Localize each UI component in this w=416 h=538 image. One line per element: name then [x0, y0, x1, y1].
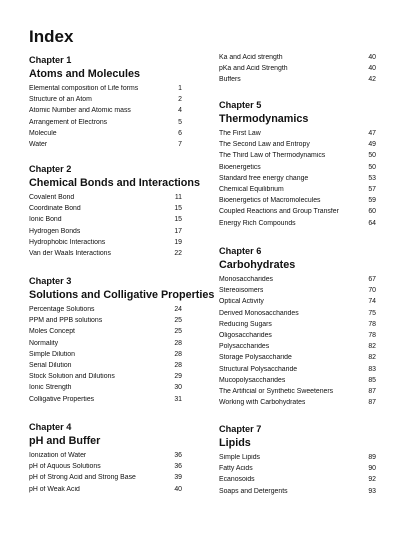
chapter-section	[29, 163, 200, 261]
entry-title: Covalent Bond	[29, 194, 75, 201]
index-entry	[29, 317, 182, 328]
entry-page: 2	[178, 96, 182, 104]
entry-page: 1	[178, 85, 182, 92]
entry-title: Hydrogen Bonds	[29, 227, 81, 235]
entry-title: Stereoisomers	[219, 287, 264, 295]
entry-title: Ecanosoids	[219, 476, 255, 484]
entry-page: 24	[174, 306, 182, 313]
entry-title: Optical Activity	[219, 298, 264, 306]
entry-page: 92	[368, 476, 376, 484]
entry-page: 85	[368, 376, 376, 384]
chapter-section	[219, 245, 376, 410]
chapter-section	[29, 421, 182, 497]
entry-title: Normality	[29, 339, 59, 347]
entry-page: 29	[174, 373, 182, 381]
entry-title: pH of Weak Acid	[29, 485, 80, 493]
index-entry	[219, 399, 376, 410]
page-title: Index	[29, 27, 74, 46]
entry-title: Buffers	[219, 76, 241, 84]
entry-page: 11	[174, 194, 182, 201]
entry-title: Water	[29, 140, 48, 148]
entry-page: 90	[368, 465, 376, 473]
entry-title: Reducing Sugars	[219, 320, 272, 328]
entry-page: 15	[174, 205, 182, 213]
entry-title: Moles Concept	[29, 328, 75, 336]
entry-page: 59	[368, 197, 376, 205]
entry-page: 4	[178, 107, 182, 115]
entry-page: 36	[174, 463, 182, 471]
entry-title: Ionization of Water	[29, 452, 87, 459]
index-entry	[219, 298, 376, 309]
index-entry	[219, 343, 376, 354]
entry-page: 30	[174, 384, 182, 392]
index-entry	[219, 377, 376, 388]
chapter-label: Chapter 5	[219, 100, 262, 110]
index-entry	[219, 186, 376, 197]
entry-title: Fatty Acids	[219, 465, 253, 473]
entry-title: Hydrophobic Interactions	[29, 238, 106, 246]
entry-page: 7	[178, 140, 182, 148]
index-entry	[219, 465, 376, 476]
entry-title: Atomic Number and Atomic mass	[29, 107, 131, 115]
entry-title: pH of Aquous Solutions	[29, 463, 101, 471]
entry-title: The First Law	[219, 130, 261, 137]
entry-title: Soaps and Detergents	[219, 487, 288, 495]
chapter-title: Carbohydrates	[219, 259, 296, 271]
chapter-title: Thermodynamics	[219, 113, 309, 125]
entry-title: Coordinate Bond	[29, 205, 81, 213]
entry-title: Simple Dilution	[29, 350, 75, 358]
entry-page: 19	[174, 238, 182, 246]
entry-title: Standard free energy change	[219, 174, 309, 182]
entry-title: The Second Law and Entropy	[219, 141, 310, 149]
entry-page: 57	[368, 185, 376, 193]
entry-title: Serial Dilution	[29, 361, 72, 369]
entry-title: Simple Lipids	[219, 454, 260, 461]
index-entry	[219, 488, 376, 499]
index-entry	[219, 164, 376, 175]
index-entry	[219, 152, 376, 163]
entry-title: Ionic Strength	[29, 384, 72, 392]
entry-title: pH of Strong Acid and Strong Base	[29, 474, 136, 482]
index-entry	[29, 141, 182, 152]
index-entry	[219, 54, 376, 65]
entry-title: Elemental composition of Life forms	[29, 85, 139, 92]
entry-page: 25	[174, 328, 182, 336]
entry-title: Polysaccharides	[219, 343, 270, 351]
chapter-section	[29, 54, 182, 152]
chapter-title: Atoms and Molecules	[29, 68, 140, 80]
index-entry	[29, 328, 182, 339]
index-entry	[29, 205, 182, 216]
entry-page: 42	[368, 76, 376, 84]
index-entry	[219, 197, 376, 208]
continued-entries	[219, 54, 376, 88]
entry-title: pKa and Acid Strength	[219, 65, 288, 73]
entry-page: 93	[368, 487, 376, 495]
entry-page: 83	[368, 365, 376, 373]
entry-title: The Third Law of Thermodynamics	[219, 152, 326, 160]
index-entry	[219, 332, 376, 343]
index-entry	[219, 130, 376, 141]
entry-page: 15	[174, 216, 182, 224]
chapter-section	[219, 423, 376, 499]
index-entry	[29, 362, 182, 373]
entry-page: 87	[368, 387, 376, 395]
index-entry	[29, 384, 182, 395]
entry-page: 25	[174, 317, 182, 325]
index-entry	[29, 306, 182, 317]
index-entry	[29, 239, 182, 250]
index-entry	[29, 486, 182, 497]
entry-title: Stock Solution and Dilutions	[29, 373, 115, 381]
chapter-section	[29, 275, 215, 407]
index-entry	[219, 208, 376, 219]
entry-page: 6	[178, 129, 182, 137]
entry-page: 75	[368, 309, 376, 317]
chapter-section	[219, 99, 376, 231]
entry-title: Structure of an Atom	[29, 96, 92, 104]
entry-title: Mucopolysaccharides	[219, 376, 286, 384]
entry-page: 89	[368, 454, 376, 461]
chapter-label: Chapter 4	[29, 422, 72, 432]
index-entry	[29, 340, 182, 351]
chapter-label: Chapter 1	[29, 55, 72, 65]
index-entry	[29, 452, 182, 463]
chapter-label: Chapter 7	[219, 424, 262, 434]
entry-title: Derived Monosaccharides	[219, 309, 299, 317]
entry-title: Bioenergetics of Macromolecules	[219, 197, 321, 205]
entry-title: Molecule	[29, 129, 57, 137]
index-entry	[29, 463, 182, 474]
index-entry	[29, 396, 182, 407]
chapter-label: Chapter 3	[29, 276, 72, 286]
chapter-title: Chemical Bonds and Interactions	[29, 177, 200, 189]
index-entry	[29, 351, 182, 362]
entry-title: Monosaccharides	[219, 276, 274, 283]
entry-page: 87	[368, 399, 376, 407]
entry-page: 70	[368, 287, 376, 295]
chapter-title: Solutions and Colligative Properties	[29, 289, 215, 301]
entry-title: Storage Polysaccharide	[219, 354, 292, 362]
entry-page: 78	[368, 320, 376, 328]
entry-page: 28	[174, 339, 182, 347]
entry-title: Oligosaccharides	[219, 331, 272, 339]
entry-page: 50	[368, 163, 376, 171]
index-entry	[219, 175, 376, 186]
entry-page: 49	[368, 141, 376, 149]
index-entry	[219, 454, 376, 465]
index-entry	[29, 107, 182, 118]
index-entry	[219, 276, 376, 287]
entry-title: PPM and PPB solutions	[29, 317, 103, 325]
index-entry	[29, 228, 182, 239]
index-entry	[219, 287, 376, 298]
entry-title: Colligative Properties	[29, 395, 95, 403]
index-entry	[219, 220, 376, 231]
entry-title: Bioenergetics	[219, 163, 261, 171]
entry-title: Arrangement of Electrons	[29, 118, 108, 126]
entry-page: 53	[368, 174, 376, 182]
entry-page: 47	[368, 130, 376, 137]
entry-page: 67	[368, 276, 376, 283]
entry-page: 82	[368, 354, 376, 362]
entry-page: 40	[368, 54, 376, 61]
entry-page: 82	[368, 343, 376, 351]
entry-page: 22	[174, 249, 182, 257]
entry-page: 17	[174, 227, 182, 235]
index-entry	[219, 65, 376, 76]
index-entry	[219, 76, 376, 87]
index-entry	[219, 366, 376, 377]
entry-title: Coupled Reactions and Group Transfer	[219, 208, 339, 216]
index-entry	[29, 130, 182, 141]
entry-page: 28	[174, 350, 182, 358]
entry-page: 40	[368, 65, 376, 73]
entry-page: 64	[368, 219, 376, 227]
index-entry	[219, 141, 376, 152]
entry-page: 74	[368, 298, 376, 306]
entry-title: Energy Rich Compounds	[219, 219, 296, 227]
index-entry	[29, 96, 182, 107]
index-entry	[219, 388, 376, 399]
chapter-title: pH and Buffer	[29, 435, 101, 447]
index-entry	[29, 216, 182, 227]
index-entry	[29, 250, 182, 261]
index-entry	[29, 119, 182, 130]
index-entry	[29, 474, 182, 485]
entry-page: 28	[174, 361, 182, 369]
index-entry	[219, 354, 376, 365]
entry-title: The Artificial or Synthetic Sweeteners	[219, 387, 334, 395]
entry-page: 50	[368, 152, 376, 160]
index-entry	[29, 373, 182, 384]
entry-title: Ka and Acid strength	[219, 54, 283, 61]
chapter-label: Chapter 6	[219, 246, 262, 256]
entry-title: Percentage Solutions	[29, 306, 95, 313]
entry-title: Structural Polysaccharide	[219, 365, 298, 373]
entry-page: 78	[368, 331, 376, 339]
index-entry	[219, 321, 376, 332]
index-entry	[219, 476, 376, 487]
index-entry	[29, 194, 182, 205]
entry-page: 36	[174, 452, 182, 459]
index-entry	[29, 85, 182, 96]
entry-title: Ionic Bond	[29, 216, 62, 224]
chapter-label: Chapter 2	[29, 164, 72, 174]
entry-page: 40	[174, 485, 182, 493]
entry-page: 31	[174, 395, 182, 403]
entry-title: Working with Carbohydrates	[219, 399, 306, 407]
index-entry	[219, 310, 376, 321]
entry-title: Van der Waals Interactions	[29, 249, 111, 257]
chapter-title: Lipids	[219, 437, 251, 449]
entry-page: 5	[178, 118, 182, 126]
entry-page: 39	[174, 474, 182, 482]
entry-page: 60	[368, 208, 376, 216]
entry-title: Chemical Equilibrium	[219, 185, 284, 193]
